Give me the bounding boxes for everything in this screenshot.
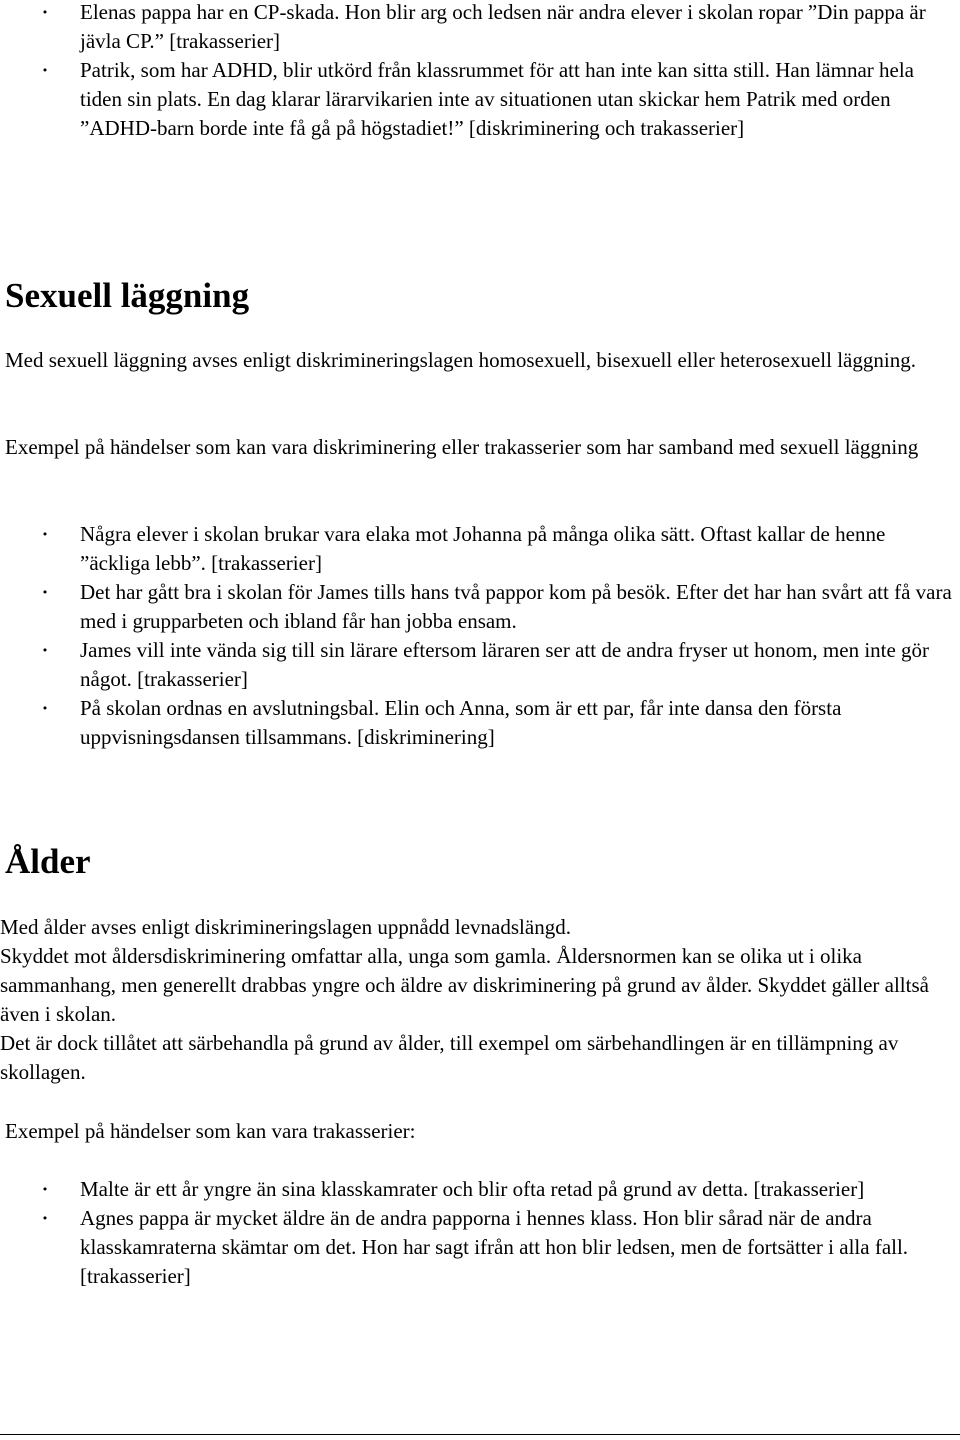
alder-definition-line-1: Med ålder avses enligt diskrimineringslagen uppnådd levnadslängd. <box>0 915 571 939</box>
bullet-icon: • <box>41 702 49 715</box>
list-item <box>0 520 960 578</box>
list-item <box>0 1204 960 1291</box>
list-item <box>0 1175 960 1204</box>
list-item-text: Malte är ett år yngre än sina klasskamrater och blir ofta retad på grund av detta. [trakasserier] <box>80 1177 865 1201</box>
list-item <box>0 0 960 56</box>
list-item-text: Det har gått bra i skolan för James tills hans två pappor kom på besök. Efter det har han svårt att få vara med i grupparbeten och ibland får han jobba ensam. <box>80 580 952 633</box>
list-item <box>0 56 960 143</box>
alder-definition-line-2: Skyddet mot åldersdiskriminering omfattar alla, unga som gamla. Åldersnormen kan se olika ut i olika sammanhang, men generellt drabbas yngre och äldre av diskriminering på grund av ålder. Skyddet gäller alltså även i skolan. <box>0 944 929 1026</box>
list-item-text: Några elever i skolan brukar vara elaka mot Johanna på många olika sätt. Oftast kallar de henne ”äckliga lebb”. [trakasserier] <box>80 522 886 575</box>
section-heading-alder: Ålder <box>5 842 91 881</box>
section-heading-sexuell-laggning: Sexuell läggning <box>5 276 250 315</box>
list-item-text: Patrik, som har ADHD, blir utkörd från klassrummet för att han inte kan sitta still. Han lämnar hela tiden sin plats. En dag klarar lärarvikarien inte av situationen utan skickar hem Patrik med orden ”ADHD-barn borde inte få gå på högstadiet!” [diskriminering och trakasserier] <box>80 58 914 140</box>
list-item <box>0 694 960 752</box>
list-item-text: James vill inte vända sig till sin lärare eftersom läraren ser att de andra fryser ut honom, men inte gör något. [trakasserier] <box>80 638 930 691</box>
sexuell-examples-list <box>0 520 960 752</box>
bullet-icon: • <box>41 528 49 541</box>
alder-examples-intro: Exempel på händelser som kan vara trakasserier: <box>5 1119 416 1143</box>
list-item-text: Agnes pappa är mycket äldre än de andra papporna i hennes klass. Hon blir sårad när de andra klasskamraterna skämtar om det. Hon har sagt ifrån att hon blir ledsen, men de fortsätter i alla fall. [trakasserier] <box>80 1206 909 1288</box>
bullet-icon: • <box>41 6 49 19</box>
list-item-text: Elenas pappa har en CP-skada. Hon blir arg och ledsen när andra elever i skolan ropar ”Din pappa är jävla CP.” [trakasserier] <box>80 0 926 53</box>
list-item-text: På skolan ordnas en avslutningsbal. Elin och Anna, som är ett par, får inte dansa den första uppvisningsdansen tillsammans. [diskriminering] <box>80 696 842 749</box>
bullet-icon: • <box>41 1183 49 1196</box>
sexuell-definition-paragraph: Med sexuell läggning avses enligt diskrimineringslagen homosexuell, bisexuell eller heterosexuell läggning. <box>5 348 916 372</box>
list-item <box>0 636 960 694</box>
alder-definition-block <box>0 913 950 1087</box>
bullet-icon: • <box>41 644 49 657</box>
list-item <box>0 578 960 636</box>
alder-definition-line-3: Det är dock tillåtet att särbehandla på grund av ålder, till exempel om särbehandlingen är en tillämpning av skollagen. <box>0 1031 899 1084</box>
intro-bullet-list <box>0 0 960 143</box>
alder-examples-list <box>0 1175 960 1291</box>
page-bottom-rule <box>0 1434 960 1435</box>
bullet-icon: • <box>41 64 49 77</box>
bullet-icon: • <box>41 1212 49 1225</box>
bullet-icon: • <box>41 586 49 599</box>
sexuell-examples-intro: Exempel på händelser som kan vara diskriminering eller trakasserier som har samband med sexuell läggning <box>5 435 919 459</box>
